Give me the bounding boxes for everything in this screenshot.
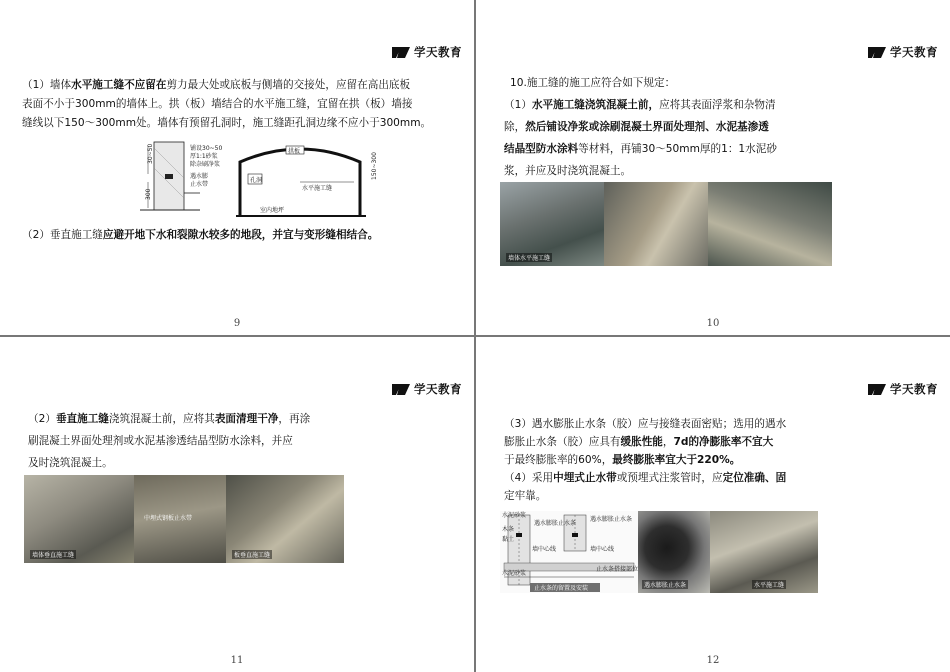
brand-name: 学天教育	[414, 45, 462, 59]
label-e: 墙中心线	[590, 546, 615, 553]
dim-right-label: 150~300	[371, 152, 378, 180]
brand-mark-icon	[868, 47, 886, 58]
label-h: 木条	[502, 526, 515, 533]
dim-side-label: 300	[145, 188, 152, 200]
photo-steel-waterstop	[134, 475, 226, 563]
rule-line-2: 刷混凝土界面处理剂或水泥基渗透结晶型防水涂料，并应	[28, 435, 293, 447]
photo-wall-vertical-joint	[24, 475, 134, 563]
page-number: 10	[706, 318, 720, 329]
slide-9	[0, 0, 474, 335]
label-a: 水泥砂浆	[502, 512, 527, 519]
slide-11	[0, 337, 474, 672]
label-c: 遇水膨胀止水条	[590, 516, 633, 523]
note-1: 铺设30~50	[190, 145, 223, 152]
photo-formwork	[604, 182, 708, 266]
photo-slab-vertical-joint	[226, 475, 344, 563]
rule-line-2: 除，然后铺设净浆或涂刷混凝土界面处理剂、水泥基渗透	[504, 121, 769, 133]
photo-caption: 板垂直施工缝	[234, 552, 271, 559]
para-1-line-2: 表面不小于300mm的墙体上。拱（板）墙结合的水平施工缝，宜留在拱（板）墙接	[22, 98, 413, 110]
rule-line-2: 膨胀止水条（胶）应具有缓胀性能，7d的净膨胀率不宜大	[504, 436, 774, 448]
note-2: 厚1:1砂浆	[190, 153, 218, 160]
note-4: 遇水膨	[190, 173, 209, 180]
label-d: 墙中心线	[532, 546, 557, 553]
rule-line-3: 及时浇筑混凝土。	[28, 457, 113, 469]
arch-label: 拱板	[288, 148, 301, 155]
rule-line-3: 结晶型防水涂料等材料，再铺30～50mm厚的1：1水泥砂	[504, 143, 777, 155]
rule-line-1: （2）垂直施工缝浇筑混凝土前，应将其表面清理干净，再涂	[28, 413, 311, 425]
section-title: 10.施工缝的施工应符合如下规定：	[510, 77, 676, 89]
brand-name: 学天教育	[414, 382, 462, 396]
brand-name: 学天教育	[890, 45, 938, 59]
page-number: 12	[706, 655, 720, 666]
para-2: （2）垂直施工缝应避开地下水和裂隙水较多的地段，并宜与变形缝相结合。	[22, 229, 379, 241]
slide-10	[476, 0, 950, 335]
page-number: 11	[230, 655, 244, 666]
para-1-line-1: （1）墙体水平施工缝不应留在剪力最大处或底板与侧墙的交接处，应留在高出底板	[22, 79, 411, 91]
note-3: 除杂刷净浆	[190, 161, 221, 168]
brand-logo	[392, 381, 462, 397]
floor-label: 室内地坪	[260, 207, 285, 214]
label-b: 遇水膨胀止水条	[534, 520, 577, 527]
label-f: 止水条搭接部位	[596, 566, 638, 573]
label-g: 水泥砂浆	[502, 570, 527, 577]
brand-logo	[868, 381, 938, 397]
hole-label: 孔洞	[250, 177, 263, 184]
rule-line-4: （4）采用中埋式止水带或预埋式注浆管时，应定位准确、固	[504, 472, 787, 484]
photo-swelling-strip	[638, 511, 710, 593]
page-number: 9	[233, 318, 241, 329]
photo-caption: 墙体垂直施工缝	[32, 552, 75, 559]
brand-mark-icon	[868, 384, 886, 395]
rule-line-1: （1）水平施工缝浇筑混凝土前，应将其表面浮浆和杂物清	[504, 99, 776, 111]
brand-name: 学天教育	[890, 382, 938, 396]
rule-line-3: 于最终膨胀率的60%，最终膨胀率宜大于220%。	[504, 454, 741, 466]
rule-line-4: 浆，并应及时浇筑混凝土。	[504, 165, 632, 177]
photo-caption: 墙体水平施工缝	[508, 255, 551, 262]
brand-logo	[392, 44, 462, 60]
photo-rebar	[708, 182, 832, 266]
brand-mark-icon	[392, 47, 410, 58]
construction-joint-diagram	[140, 138, 380, 222]
label-i: 黏土	[502, 536, 515, 543]
photo-caption: 中埋式钢板止水带	[144, 515, 193, 522]
brand-logo	[868, 44, 938, 60]
para-1-line-3: 缝线以下150～300mm处。墙体有预留孔洞时，施工缝距孔洞边缘不应小于300mm。	[22, 117, 432, 129]
diagram-caption: 止水条的留置及安装	[534, 585, 589, 592]
note-5: 止水带	[190, 181, 209, 188]
photo-caption: 水平施工缝	[754, 582, 785, 589]
brand-mark-icon	[392, 384, 410, 395]
rule-line-5: 定牢靠。	[504, 490, 547, 502]
slide-12	[476, 337, 950, 672]
rule-line-1: （3）遇水膨胀止水条（胶）应与接缝表面密贴；选用的遇水	[504, 418, 787, 430]
photo-caption: 遇水膨胀止水条	[644, 582, 687, 589]
photo-horizontal-joint	[710, 511, 818, 593]
waterstop-diagram	[500, 511, 638, 593]
dim-top-label: 30~50	[147, 143, 154, 164]
photo-wall-joint	[500, 182, 604, 266]
joint-label: 水平施工缝	[302, 185, 333, 192]
